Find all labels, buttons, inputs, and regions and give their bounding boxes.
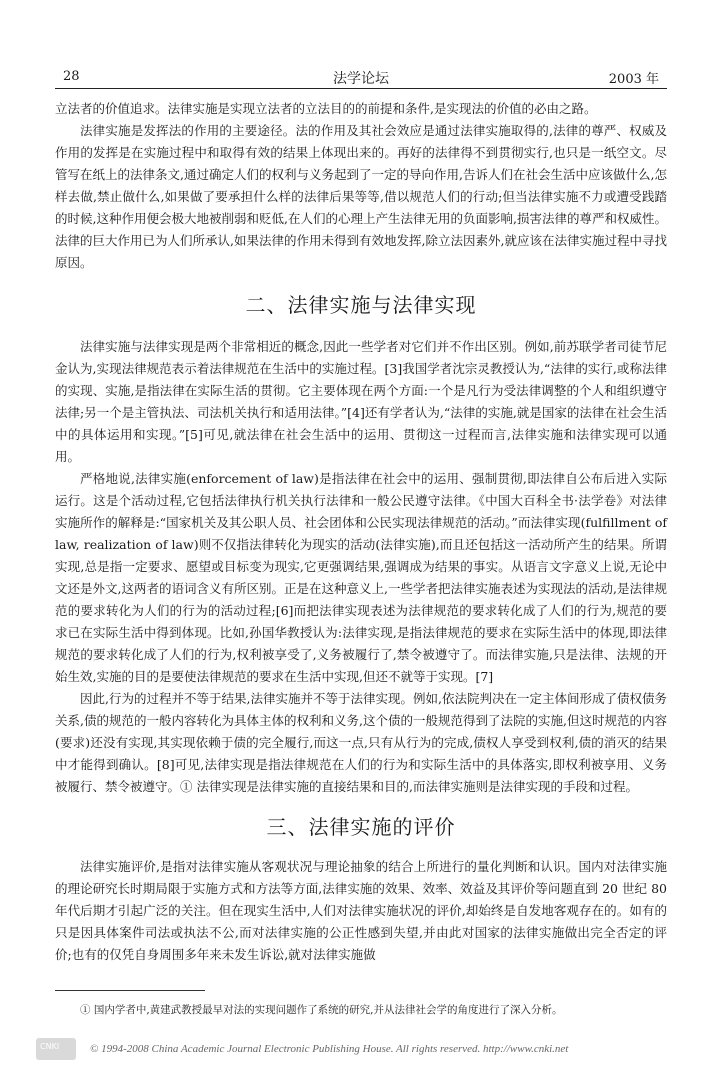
cnki-logo <box>36 1038 76 1060</box>
section-heading-2: 二、法律实施与法律实现 <box>245 293 477 317</box>
footnote: ① 国内学者中,黄建武教授最早对法的实现问题作了系统的研究,并从法律社会学的角度进行了深入分析。 <box>80 1004 563 1016</box>
section-heading-3: 三、法律实施的评价 <box>266 815 456 839</box>
page-number: 28 <box>63 69 80 84</box>
running-header <box>55 66 667 89</box>
footnote-rule <box>55 990 205 991</box>
publication-year: 2003 年 <box>608 72 659 87</box>
paragraph: 法律实施评价,是指对法律实施从客观状况与理论抽象的结合上所进行的量化判断和认识。国内对法律实施的理论研究长时期局限于实施方式和方法等方面,法律实施的效果、效率、效益及其评价等问题直到 20 世纪 80 年代后期才引起广泛的关注。但在现实生活中,人们对法律实施状况的评价,却始终是自发地客观存在的。如有的只是因具体案件司法或执法不公,而对法律实施的公正性感到失望,并由此对国家的法律实施做出完全否定的评价;也有的仅凭自身周围多年来未发生诉讼,就对法律实施做 <box>55 859 667 962</box>
paragraph: 法律实施与法律实现是两个非常相近的概念,因此一些学者对它们并不作出区别。例如,前苏联学者司徒节尼金认为,实现法律规范表示着法律规范在生活中的实施过程。[3]我国学者沈宗灵教授认为,“法律的实行,或称法律的实现、实施,是指法律在实际生活的贯彻。它主要体现在两个方面:一个是凡行为受法律调整的个人和组织遵守法律;另一个是主管执法、司法机关执行和适用法律。”[4]还有学者认为,“法律的实施,就是国家的法律在社会生活中的具体运用和实现。”[5]可见,就法律在社会生活中的运用、贯彻这一过程而言,法律实施和法律实现可以通用。 <box>55 339 667 464</box>
copyright-line: © 1994-2008 China Academic Journal Electronic Publishing House. All rights reserved. http://www.cnki.net <box>90 1043 569 1055</box>
paragraph: 严格地说,法律实施(enforcement of law)是指法律在社会中的运用、强制贯彻,即法律自公布后进入实际运行。这是个活动过程,它包括法律执行机关执行法律和一般公民遵守法律。《中国大百科全书·法学卷》对法律实施所作的解释是:“国家机关及其公职人员、社会团体和公民实现法律规范的活动。”而法律实现(fulfillment of law, realization of law)则不仅指法律转化为现实的活动(法律实施),而且还包括这一活动所产生的结果。所谓实现,总是指一定要求、愿望或目标变为现实,它更强调结果,强调成为结果的事实。从语言文字意义上说,无论中文还是外文,这两者的语词含义有所区别。正是在这种意义上,一些学者把法律实施表述为实现法的活动,是法律规范的要求转化为人们的行为的活动过程;[6]而把法律实现表述为法律规范的要求转化成了人们的行为,规范的要求已在实际生活中得到体现。比如,孙国华教授认为:法律实现,是指法律规范的要求在实际生活中的体现,即法律规范的要求转化成了人们的行为,权利被享受了,义务被履行了,禁令被遵守了。而法律实施,只是法律、法规的开始生效,实施的目的是要使法律规范的要求在生活中实现,但还不就等于实现。[7] <box>55 471 667 684</box>
logo-text: CNKI <box>40 1042 60 1051</box>
article-body <box>55 98 667 966</box>
paragraph: 立法者的价值追求。法律实施是实现立法者的立法目的的前提和条件,是实现法的价值的必由之路。 <box>55 101 597 116</box>
paragraph: 法律实施是发挥法的作用的主要途径。法的作用及其社会效应是通过法律实施取得的,法律的尊严、权威及作用的发挥是在实施过程中和取得有效的结果上体现出来的。再好的法律得不到贯彻实行,也只是一纸空文。尽管写在纸上的法律条文,通过确定人们的权利与义务起到了一定的导向作用,告诉人们在社会生活中应该做什么,怎样去做,禁止做什么,如果做了要承担什么样的法律后果等等,借以规范人们的行动;但当法律实施不力或遭受践踏的时候,这种作用便会极大地被削弱和贬低,在人们的心理上产生法律无用的负面影响,损害法律的尊严和权威性。法律的巨大作用已为人们所承认,如果法律的作用未得到有效地发挥,除立法因素外,就应该在法律实施过程中寻找原因。 <box>55 123 667 270</box>
paragraph: 因此,行为的过程并不等于结果,法律实施并不等于法律实现。例如,依法院判决在一定主体间形成了债权债务关系,债的规范的一般内容转化为具体主体的权利和义务,这个债的一般规范得到了法院的实施,但这时规范的内容(要求)还没有实现,其实现依赖于债的完全履行,而这一点,只有从行为的完成,债权人享受到权利,债的消灭的结果中才能得到确认。[8]可见,法律实现是指法律规范在人们的行为和实际生活中的具体落实,即权利被享用、义务被履行、禁令被遵守。① 法律实现是法律实施的直接结果和目的,而法律实施则是法律实现的手段和过程。 <box>55 691 667 794</box>
journal-title: 法学论坛 <box>333 71 389 87</box>
